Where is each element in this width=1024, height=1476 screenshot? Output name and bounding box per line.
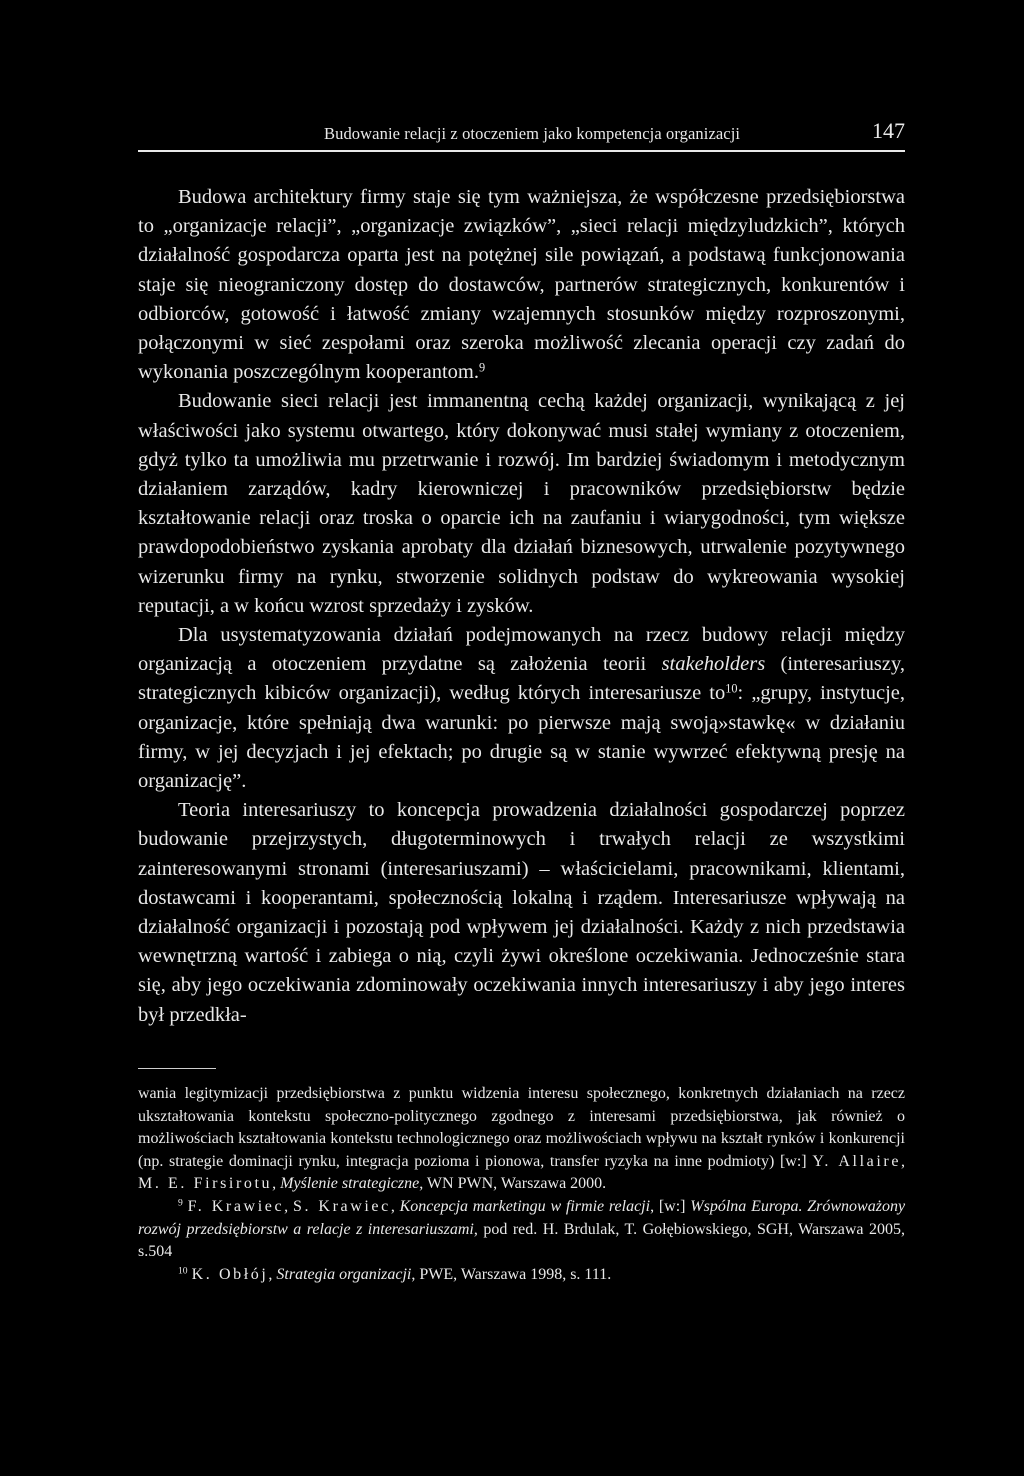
running-title: Budowanie relacji z otoczeniem jako kompetencja organizacji xyxy=(324,124,741,143)
footnote-9-number: 9 xyxy=(178,1197,183,1209)
paragraph-3 xyxy=(138,621,905,796)
paragraph-1-text: Budowa architektury firmy staje się tym ważniejsza, że współczesne przedsiębiorstwa to „organizacje relacji”, „organizacje związków”, „sieci relacji międzyludzkich”, których działalność gospodarcza oparta jest na potężnej sile powiązań, a podstawą funkcjonowania staje się nieograniczony dostęp do dostawców, partnerów strategicznych, konkurentów i odbiorców, gotowość i łatwość zmiany wzajemnych stosunków między rozproszonymi, połączonymi w sieć zespołami oraz szeroka możliwość zlecania operacji czy zadań do wykonania poszczególnym kooperantom. xyxy=(138,186,905,384)
page-header xyxy=(138,118,905,152)
footnote-continuation xyxy=(138,1083,905,1196)
footnote-separator: , xyxy=(272,1175,281,1193)
footnote-text: , [w:] xyxy=(650,1197,691,1215)
page-number: 147 xyxy=(872,118,905,143)
footnote-10 xyxy=(138,1264,905,1287)
paragraph-3-part-1: Dla usystematyzowania działań podejmowanych na rzecz budowy relacji między organizacją a otoczeniem przydatne są założenia teorii xyxy=(138,624,905,676)
paragraph-3-part-3: : „grupy, instytucje, organizacje, które spełniają dwa warunki: po pierwsze mają swoją»stawkę« w działaniu firmy, w jej decyzjach i jej efektach; po drugie są w stanie wywrzeć efektywną presję na organizację”. xyxy=(138,682,905,793)
footnote-title: Koncepcja marketingu w firmie relacji xyxy=(399,1197,651,1215)
footnote-10-number: 10 xyxy=(178,1265,188,1277)
footnote-title: Myślenie strategiczne xyxy=(280,1175,420,1193)
paragraph-1 xyxy=(138,183,905,387)
footnote-author: Y. Allaire xyxy=(812,1152,902,1170)
footnote-ref-9: 9 xyxy=(479,360,486,375)
footnote-9 xyxy=(138,1196,905,1264)
footnote-author: F. Krawiec xyxy=(187,1197,285,1215)
footnote-author: M. E. Firsirotu xyxy=(138,1175,273,1193)
paragraph-4: Teoria interesariuszy to koncepcja prowadzenia działalności gospodarczej poprzez budowanie przejrzystych, długoterminowych i trwałych relacji ze wszystkimi zainteresowanymi stronami (interesariuszami) – właścicielami, pracownikami, klientami, dostawcami i kooperantami, społecznością lokalną i rządem. Interesariusze wpływają na działalność organizacji i pozostają pod wpływem jej działalności. Każdy z nich przedstawia wewnętrzną wartość i zabiega o nią, czyli żywi określone oczekiwania. Jednocześnie stara się, aby jego oczekiwania zdominowały oczekiwania innych interesariuszy i aby jego interes był przedkła- xyxy=(138,799,905,1026)
footnote-publisher: , WN PWN, Warszawa 2000. xyxy=(419,1175,607,1193)
footnote-title: Strategia organizacji xyxy=(276,1265,412,1283)
footnote-separator: , xyxy=(268,1265,277,1283)
footnote-separator: , xyxy=(284,1197,293,1215)
footnote-title: Wspólna Europa. Zrównoważony rozwój przedsiębiorstw a relacje z interesariuszami xyxy=(138,1197,906,1238)
footnote-continuation-text: wania legitymizacji przedsiębiorstwa z punktu widzenia interesu społecznego, konkretnych działaniach na rzecz ukształtowania kontekstu społeczno-politycznego zgodnego z interesami przedsiębiorstwa, jak również o możliwościach kształtowania kontekstu technologicznego oraz możliwościach wpływu na kształt rynków i konkurencji (np. strategie dominacji rynku, integracja pozioma i pionowa, transfer ryzyka na inne podmioty) [w:] xyxy=(138,1085,905,1170)
footnote-separator: , xyxy=(901,1152,906,1170)
footnote-ref-10: 10 xyxy=(725,681,738,696)
footnote-author: K. Obłój xyxy=(191,1265,269,1283)
paragraph-2: Budowanie sieci relacji jest immanentną cechą każdej organizacji, wynikającą z jej właściwości jako systemu otwartego, który dokonywać musi stałej wymiany z otoczeniem, gdyż tylko ta umożliwia mu przetrwanie i rozwój. Im bardziej świadomym i metodycznym działaniem zarządów, kadry kierowniczej i pracowników przedsiębiorstw będzie kształtowanie relacji oraz troska o oparcie ich na zaufaniu i wiarygodności, tym większe prawdopodobieństwo zyskania aprobaty dla działań biznesowych, utrwalenie pozytywnego wizerunku firmy na rynku, stworzenie solidnych podstaw do wykreowania wysokiej reputacji, a w końcu wzrost sprzedaży i zysków. xyxy=(138,390,905,617)
footnote-publisher: , PWE, Warszawa 1998, s. 111. xyxy=(411,1265,612,1283)
footnote-separator: , xyxy=(390,1197,400,1215)
footnotes xyxy=(138,1083,905,1286)
paragraph-3-part-2: (interesariuszy, strategicznych kibiców organizacji), według których interesariusze to xyxy=(138,653,906,705)
main-text xyxy=(138,183,905,1030)
footnote-divider xyxy=(138,1068,216,1069)
footnote-publisher: , pod red. H. Brdulak, T. Gołębiowskiego, SGH, Warszawa 2005, s.504 xyxy=(138,1220,905,1261)
stakeholders-term: stakeholders xyxy=(661,653,766,676)
footnote-author: S. Krawiec xyxy=(292,1197,391,1215)
